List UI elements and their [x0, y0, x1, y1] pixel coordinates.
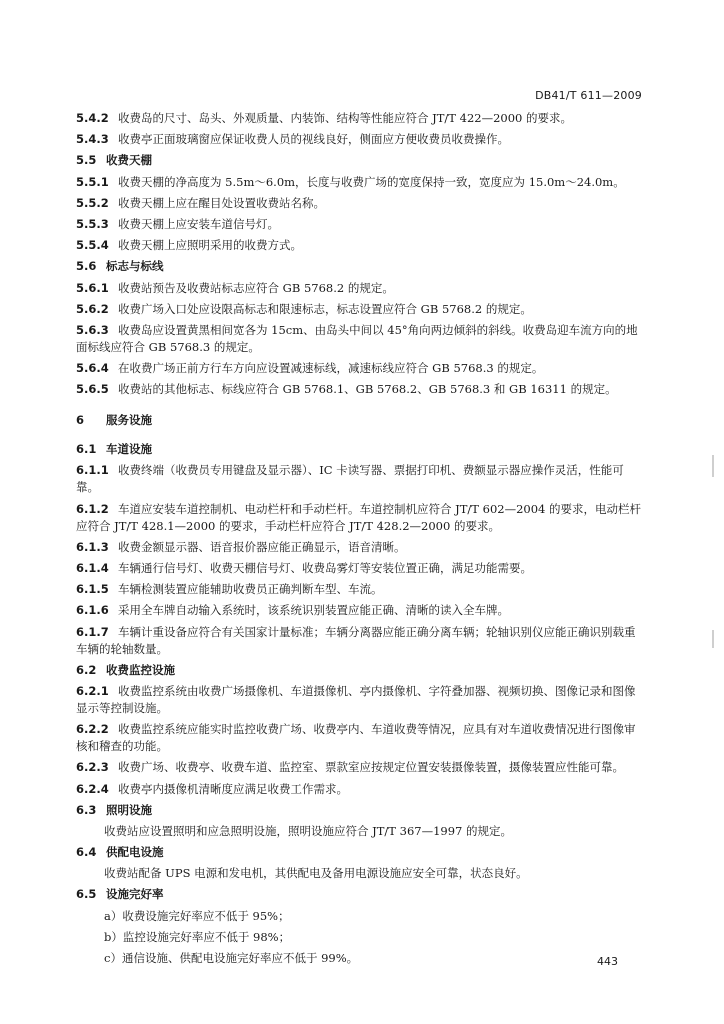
- clause-text: c）通信设施、供配电设施完好率应不低于 99%。: [104, 951, 359, 965]
- clause-line: [76, 950, 642, 967]
- clause-line: [76, 721, 642, 755]
- clause-number: 6: [76, 413, 85, 428]
- clause-number: 6.1: [76, 442, 97, 457]
- clause-number: 6.1.3: [76, 539, 109, 554]
- clause-text: 收费岛应设置黄黑相间宽各为 15cm、由岛头中间以 45°角向两边倾斜的斜线。收费岛迎车流方向的地面标线应符合 GB 5768.3 的规定。: [76, 322, 638, 354]
- clause-line: [76, 683, 642, 717]
- section-heading: [76, 441, 642, 458]
- clause-number: 6.1.1: [76, 463, 109, 478]
- clause-number: 6.4: [76, 845, 97, 860]
- clause-text: 收费天棚上应安装车道信号灯。: [118, 216, 279, 231]
- clause-text: 在收费广场正前方行车方向应设置减速标线，减速标线应符合 GB 5768.3 的规定。: [118, 361, 544, 376]
- clause-line: [76, 110, 642, 127]
- clause-line: [76, 823, 642, 840]
- clause-text: 收费广场、收费亭、收费车道、监控室、票款室应按规定位置安装摄像装置，摄像装置应性能可靠。: [118, 760, 624, 775]
- clause-number: 5.6.5: [76, 382, 109, 397]
- clause-number: 5.5.1: [76, 174, 109, 189]
- heading-text: 标志与标线: [106, 259, 164, 274]
- clause-number: 6.1.7: [76, 624, 109, 639]
- clause-number: 5.6.2: [76, 301, 109, 316]
- clause-line: [76, 280, 642, 297]
- clause-number: 5.6.1: [76, 280, 109, 295]
- clause-text: 车道应安装车道控制机、电动栏杆和手动栏杆。车道控制机应符合 JT/T 602—2004 的要求，电动栏杆应符合 JT/T 428.1—2000 的要求，手动栏杆应符合 JT/T 428.2—2000 的要求。: [76, 501, 642, 533]
- clause-text: 收费站预告及收费站标志应符合 GB 5768.2 的规定。: [118, 280, 394, 295]
- clause-number: 5.5.2: [76, 195, 109, 210]
- clause-number: 5.5: [76, 153, 97, 168]
- clause-line: [76, 602, 642, 619]
- clause-text: 车辆计重设备应符合有关国家计量标准；车辆分离器应能正确分离车辆；轮轴识别仪应能正确识别载重车辆的轮轴数量。: [76, 624, 636, 656]
- clause-text: 收费广场入口处应设限高标志和限速标志，标志设置应符合 GB 5768.2 的规定。: [118, 301, 532, 316]
- section-heading: [76, 152, 642, 169]
- clause-text: 收费站配备 UPS 电源和发电机，其供配电及备用电源设施应安全可靠，状态良好。: [104, 866, 528, 881]
- clause-text: 收费天棚上应在醒目处设置收费站名称。: [118, 195, 325, 210]
- clause-line: [76, 174, 642, 191]
- clause-number: 6.1.5: [76, 582, 109, 597]
- clause-line: [76, 216, 642, 233]
- clause-number: 6.2.1: [76, 683, 109, 698]
- heading-text: 照明设施: [106, 802, 152, 817]
- clause-line: [76, 581, 642, 598]
- clause-line: [76, 195, 642, 212]
- document-body: [76, 110, 642, 971]
- clause-number: 6.2.4: [76, 781, 109, 796]
- scan-edge-mark: [712, 630, 714, 648]
- clause-number: 5.6: [76, 259, 97, 274]
- clause-number: 5.6.4: [76, 361, 109, 376]
- clause-text: 收费岛的尺寸、岛头、外观质量、内装饰、结构等性能应符合 JT/T 422—2000 的要求。: [118, 111, 573, 125]
- clause-number: 6.2.3: [76, 760, 109, 775]
- clause-text: a）收费设施完好率应不低于 95%；: [104, 908, 290, 923]
- clause-text: 收费站的其他标志、标线应符合 GB 5768.1、GB 5768.2、GB 5768.3 和 GB 16311 的规定。: [118, 382, 617, 397]
- section-heading: [76, 412, 642, 429]
- heading-text: 供配电设施: [106, 845, 164, 860]
- clause-text: 收费天棚上应照明采用的收费方式。: [118, 238, 302, 253]
- clause-text: 采用全车牌自动输入系统时，该系统识别装置应能正确、清晰的读入全车牌。: [118, 603, 509, 618]
- heading-text: 服务设施: [106, 413, 152, 428]
- document-code: DB41/T 611—2009: [535, 89, 642, 102]
- heading-text: 车道设施: [106, 442, 152, 457]
- clause-line: [76, 624, 642, 658]
- clause-line: [76, 381, 642, 398]
- clause-text: 收费站应设置照明和应急照明设施，照明设施应符合 JT/T 367—1997 的规定。: [104, 823, 513, 838]
- clause-line: [76, 131, 642, 148]
- clause-text: 收费亭正面玻璃窗应保证收费人员的视线良好，侧面应方便收费员收费操作。: [118, 132, 509, 147]
- heading-text: 设施完好率: [106, 887, 164, 902]
- clause-number: 6.3: [76, 802, 97, 817]
- clause-number: 5.5.3: [76, 216, 109, 231]
- clause-text: 车辆通行信号灯、收费天棚信号灯、收费岛雾灯等安装位置正确，满足功能需要。: [118, 561, 532, 575]
- clause-number: 5.4.3: [76, 132, 109, 147]
- page-number: 443: [597, 955, 618, 968]
- clause-line: [76, 560, 642, 577]
- section-heading: [76, 258, 642, 275]
- clause-text: 收费天棚的净高度为 5.5m～6.0m，长度与收费广场的宽度保持一致，宽度应为 15.0m～24.0m。: [118, 174, 625, 189]
- clause-text: 收费终端（收费员专用键盘及显示器）、IC 卡读写器、票据打印机、费额显示器应操作灵活，性能可靠。: [76, 463, 624, 495]
- heading-text: 收费监控设施: [106, 662, 175, 677]
- clause-line: [76, 462, 642, 496]
- clause-line: [76, 908, 642, 925]
- clause-text: b）监控设施完好率应不低于 98%；: [104, 929, 291, 944]
- scan-edge-mark: [712, 455, 714, 477]
- clause-line: [76, 865, 642, 882]
- clause-number: 6.2.2: [76, 722, 109, 737]
- section-heading: [76, 886, 642, 903]
- clause-text: 收费监控系统由收费广场摄像机、车道摄像机、亭内摄像机、字符叠加器、视频切换、图像记录和图像显示等控制设施。: [76, 683, 636, 715]
- clause-line: [76, 501, 642, 535]
- clause-text: 车辆检测装置应能辅助收费员正确判断车型、车流。: [118, 582, 383, 597]
- clause-number: 5.4.2: [76, 111, 109, 125]
- clause-number: 6.5: [76, 887, 97, 902]
- clause-text: 收费金额显示器、语音报价器应能正确显示，语音清晰。: [118, 539, 406, 554]
- clause-line: [76, 759, 642, 776]
- section-heading: [76, 662, 642, 679]
- heading-text: 收费天棚: [106, 153, 152, 168]
- clause-line: [76, 929, 642, 946]
- clause-line: [76, 781, 642, 798]
- clause-line: [76, 301, 642, 318]
- clause-line: [76, 322, 642, 356]
- clause-line: [76, 360, 642, 377]
- clause-text: 收费亭内摄像机清晰度应满足收费工作需求。: [118, 781, 348, 796]
- clause-number: 6.1.4: [76, 561, 109, 575]
- section-heading: [76, 844, 642, 861]
- clause-number: 6.1.2: [76, 501, 109, 516]
- clause-number: 5.5.4: [76, 238, 109, 253]
- clause-number: 6.2: [76, 662, 97, 677]
- section-heading: [76, 802, 642, 819]
- clause-number: 6.1.6: [76, 603, 109, 618]
- clause-number: 5.6.3: [76, 322, 109, 337]
- clause-text: 收费监控系统应能实时监控收费广场、收费亭内、车道收费等情况，应具有对车道收费情况进行图像审核和稽查的功能。: [76, 722, 636, 754]
- clause-line: [76, 539, 642, 556]
- clause-line: [76, 237, 642, 254]
